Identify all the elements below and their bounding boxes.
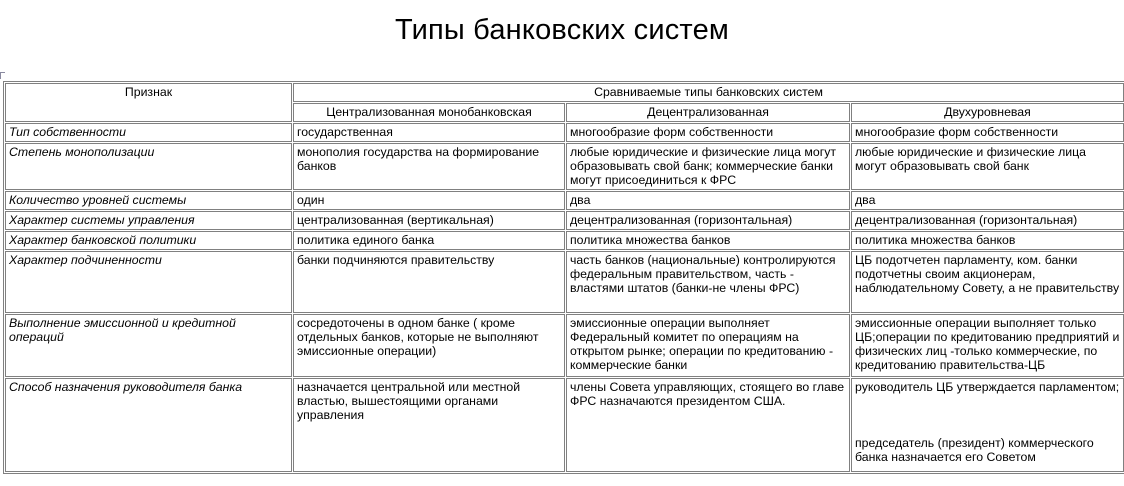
bank-systems-table [3, 81, 1124, 474]
cell-spacer [855, 394, 1120, 436]
cell-two-tier: многообразие форм собственности [851, 123, 1124, 142]
header-compared-types: Сравниваемые типы банковских систем [293, 83, 1124, 102]
cell-two-tier: любые юридические и физические лица могут образовывать свой банк [851, 143, 1124, 190]
feature-cell: Степень монополизации [5, 143, 292, 190]
feature-cell: Выполнение эмиссионной и кредитной операций [5, 314, 292, 377]
cell-decentralized: децентрализованная (горизонтальная) [566, 211, 850, 230]
header-type-decentralized: Децентрализованная [566, 103, 850, 122]
cell-two-tier [851, 378, 1124, 472]
cell-two-tier: политика множества банков [851, 231, 1124, 250]
header-feature: Признак [5, 83, 292, 122]
cell-two-tier: два [851, 191, 1124, 210]
cell-centralized: централизованная (вертикальная) [293, 211, 565, 230]
cell-decentralized: два [566, 191, 850, 210]
cell-two-tier: децентрализованная (горизонтальная) [851, 211, 1124, 230]
cell-two-tier: ЦБ подотчетен парламенту, ком. банки подотчетны своим акционерам, наблюдательному Совету, а не правительству [851, 251, 1124, 313]
table-header-row [5, 83, 1124, 102]
table-select-marker [0, 72, 5, 79]
table-row-head-appointment [5, 378, 1124, 472]
cell-two-tier-part-commercial: председатель (президент) коммерческого банка назначается его Советом [855, 436, 1094, 464]
cell-centralized: назначается центральной или местной властью, вышестоящими органами управления [293, 378, 565, 472]
cell-decentralized: эмиссионные операции выполняет Федеральный комитет по операциям на открытом рынке; операции по кредитованию - коммерческие банки [566, 314, 850, 377]
table-row-management [5, 211, 1124, 230]
cell-centralized: сосредоточены в одном банке ( кроме отдельных банков, которые не выполняют эмиссионные операции) [293, 314, 565, 377]
feature-cell: Характер банковской политики [5, 231, 292, 250]
page-title: Типы банковских систем [394, 14, 730, 46]
table-row-emission-credit [5, 314, 1124, 377]
table-row-policy [5, 231, 1124, 250]
cell-centralized: государственная [293, 123, 565, 142]
feature-cell: Количество уровней системы [5, 191, 292, 210]
cell-two-tier-part-cb: руководитель ЦБ утверждается парламентом; [855, 380, 1120, 394]
table-row-subordination [5, 251, 1124, 313]
table-row-monopolization [5, 143, 1124, 190]
cell-centralized: банки подчиняются правительству [293, 251, 565, 313]
header-type-centralized: Централизованная монобанковская [293, 103, 565, 122]
cell-decentralized: многообразие форм собственности [566, 123, 850, 142]
table-row-ownership [5, 123, 1124, 142]
cell-decentralized: политика множества банков [566, 231, 850, 250]
cell-decentralized: члены Совета управляющих, стоящего во главе ФРС назначаются президентом США. [566, 378, 850, 472]
cell-decentralized: часть банков (национальные) контролируются федеральным правительством, часть - властями штатов (банки-не члены ФРС) [566, 251, 850, 313]
feature-cell: Тип собственности [5, 123, 292, 142]
feature-cell: Характер системы управления [5, 211, 292, 230]
cell-two-tier: эмиссионные операции выполняет только ЦБ;операции по кредитованию предприятий и физических лиц -только коммерческие, по кредитованию правительства-ЦБ [851, 314, 1124, 377]
cell-decentralized: любые юридические и физические лица могут образовывать свой банк; коммерческие банки могут присоединиться к ФРС [566, 143, 850, 190]
cell-centralized: один [293, 191, 565, 210]
header-type-two-tier: Двухуровневая [851, 103, 1124, 122]
cell-centralized: монополия государства на формирование банков [293, 143, 565, 190]
feature-cell: Характер подчиненности [5, 251, 292, 313]
table-row-levels [5, 191, 1124, 210]
feature-cell: Способ назначения руководителя банка [5, 378, 292, 472]
cell-centralized: политика единого банка [293, 231, 565, 250]
